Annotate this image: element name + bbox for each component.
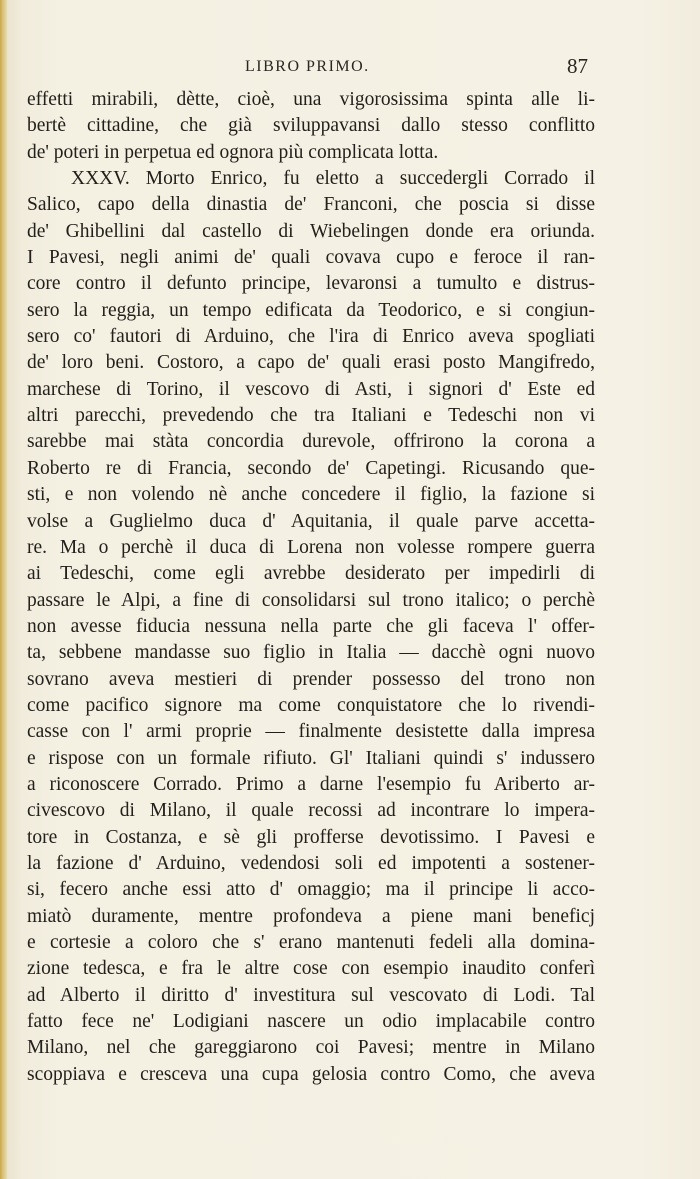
text-line: effetti mirabili, dètte, cioè, una vigorosissima spinta alle li-	[27, 89, 595, 110]
running-header-title: LIBRO PRIMO.	[245, 58, 370, 75]
body-text	[27, 87, 595, 1088]
text-line: de' Ghibellini dal castello di Wiebelingen donde era oriunda.	[27, 220, 595, 242]
text-line: re. Ma o perchè il duca di Lorena non volesse rompere guerra	[27, 536, 595, 558]
text-line: miatò duramente, mentre profondeva a piene mani beneficj	[27, 905, 595, 927]
text-line: ai Tedeschi, come egli avrebbe desiderato per impedirli di	[27, 563, 595, 585]
text-line: volse a Guglielmo duca d' Aquitania, il quale parve accetta-	[27, 510, 595, 532]
text-line: a riconoscere Corrado. Primo a darne l'esempio fu Ariberto ar-	[27, 773, 595, 795]
text-line: sarebbe mai stàta concordia durevole, offrirono la corona a	[27, 431, 595, 453]
text-line: zione tedesca, e fra le altre cose con esempio inaudito conferì	[27, 958, 595, 980]
running-header	[0, 52, 700, 86]
page-binding-edge	[0, 0, 7, 1179]
text-line: tore in Costanza, e sè gli profferse devotissimo. I Pavesi e	[27, 826, 595, 848]
text-line: I Pavesi, negli animi de' quali covava cupo e feroce il ran-	[27, 247, 595, 269]
text-line: ta, sebbene mandasse suo figlio in Italia — dacchè ogni nuovo	[27, 642, 595, 664]
text-line: bertè cittadine, che già sviluppavansi dallo stesso conflitto	[27, 115, 595, 137]
text-line: come pacifico signore ma come conquistatore che lo rivendi-	[27, 694, 595, 716]
page-number: 87	[567, 54, 588, 78]
text-line: sero co' fautori di Arduino, che l'ira di Enrico aveva spogliati	[27, 326, 595, 348]
text-line: altri parecchi, prevedendo che tra Italiani e Tedeschi non vi	[27, 405, 595, 427]
text-line: marchese di Torino, il vescovo di Asti, i signori d' Este ed	[27, 378, 595, 400]
text-line: de' loro beni. Costoro, a capo de' quali erasi posto Mangifredo,	[27, 352, 595, 374]
text-line: Roberto re di Francia, secondo de' Capetingi. Ricusando que-	[27, 457, 595, 479]
text-line: sovrano aveva mestieri di prender possesso del trono non	[27, 668, 595, 690]
text-line: e cortesie a coloro che s' erano mantenuti fedeli alla domina-	[27, 932, 595, 953]
text-line: fatto fece ne' Lodigiani nascere un odio implacabile contro	[27, 1011, 595, 1033]
text-line: si, fecero anche essi atto d' omaggio; ma il principe li acco-	[27, 879, 595, 901]
text-line: casse con l' armi proprie — finalmente desistette dalla impresa	[27, 721, 595, 743]
text-line: la fazione d' Arduino, vedendosi soli ed impotenti a sostener-	[27, 852, 595, 874]
text-line: non avesse fiducia nessuna nella parte che gli faceva l' offer-	[27, 615, 595, 637]
text-line: Salico, capo della dinastia de' Franconi, che poscia si disse	[27, 194, 595, 216]
text-line: scoppiava e cresceva una cupa gelosia contro Como, che aveva	[27, 1063, 595, 1085]
text-line: e rispose con un formale rifiuto. Gl' Italiani quindi s' indussero	[27, 747, 595, 769]
text-line: ad Alberto il diritto d' investitura sul vescovato di Lodi. Tal	[27, 984, 595, 1006]
text-line: de' poteri in perpetua ed ognora più complicata lotta.	[27, 141, 439, 163]
text-line: sero la reggia, un tempo edificata da Teodorico, e si congiun-	[27, 299, 595, 321]
text-line: passare le Alpi, a fine di consolidarsi sul trono italico; o perchè	[27, 589, 595, 611]
text-line: sti, e non volendo nè anche concedere il figlio, la fazione si	[27, 484, 595, 506]
text-line: core contro il defunto principe, levaronsi a tumulto e distrus-	[27, 273, 595, 295]
paragraph-start-line: XXXV. Morto Enrico, fu eletto a succedergli Corrado il	[71, 168, 595, 190]
text-line: Milano, nel che gareggiarono coi Pavesi; mentre in Milano	[27, 1037, 595, 1059]
text-line: civescovo di Milano, il quale recossi ad incontrare lo impera-	[27, 800, 595, 822]
